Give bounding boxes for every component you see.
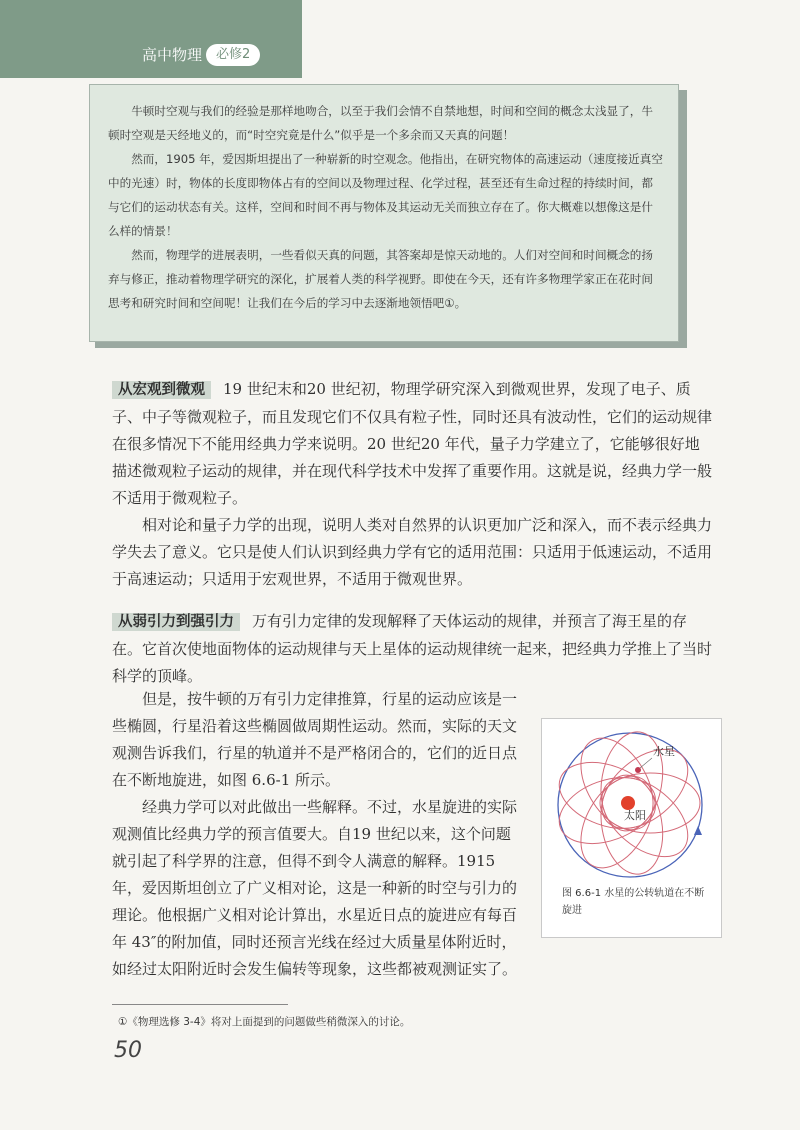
section-paragraph: 但是，按牛顿的万有引力定律推算，行星的运动应该是一些椭圆，行星沿着这些椭圆做周期性运动。然而，实际的天文观测告诉我们，行星的轨道并不是严格闭合的，它们的近日点在不断地旋进，如图 6.6-1 所示。 [112, 690, 518, 789]
section-paragraph: 经典力学可以对此做出一些解释。不过，水星旋进的实际观测值比经典力学的预言值要大。自19 世纪以来，这个问题就引起了科学界的注意，但得不到令人满意的解释。1915 年，爱因斯坦创立了广义相对论，这是一种新的时空与引力的理论。他根据广义相对论计算出，水星近日点的旋进应有每百年 43″的附加值，同时还预言光线在经过大质量星体附近时，如经过太阳附近时会发生偏转等现象，这些都被观测证实了。 [112, 798, 518, 978]
reading-box [89, 84, 679, 342]
section-text: 万有引力定律的发现解释了天体运动的规律，并预言了海王星的存在。它首次使地面物体的运动规律与天上星体的运动规律统一起来，把经典力学推上了当时科学的顶峰。 [112, 612, 713, 685]
section-weak-strong-gravity [112, 608, 712, 690]
section-paragraph [112, 376, 712, 512]
mercury-leader-line [640, 758, 652, 768]
footnote-rule [112, 1004, 288, 1005]
section-heading: 从宏观到微观 [112, 381, 211, 399]
orbit-diagram [542, 719, 723, 884]
book-title: 高中物理 [142, 46, 203, 64]
sun-label: 太阳 [624, 809, 646, 822]
reading-box-paragraph: 然而，物理学的进展表明，一些看似天真的问题，其答案却是惊天动地的。人们对空间和时间概念的扬弃与修正，推动着物理学研究的深化，扩展着人类的科学视野。即使在今天，还有许多物理学家正在花时间思考和研究时间和空间呢！让我们在今后的学习中去逐渐地领悟吧①。 [108, 248, 653, 310]
section-text: 19 世纪末和20 世纪初，物理学研究深入到微观世界，发现了电子、质子、中子等微观粒子，而且发现它们不仅具有粒子性，同时还具有波动性，它们的运动规律在很多情况下不能用经典力学来说明。20 世纪20 年代，量子力学建立了，它能够很好地描述微观粒子运动的规律，并在现代科学技术中发挥了重要作用。这就是说，经典力学一般不适用于微观粒子。 [112, 380, 713, 507]
volume-badge: 必修2 [206, 44, 260, 66]
sun-dot [621, 796, 635, 810]
footnote: ①《物理选修 3-4》将对上面提到的问题做些稍微深入的讨论。 [118, 1016, 411, 1028]
section-paragraph: 相对论和量子力学的出现，说明人类对自然界的认识更加广泛和深入，而不表示经典力学失去了意义。它只是使人们认识到经典力学有它的适用范围：只适用于低速运动，不适用于高速运动；只适用于宏观世界，不适用于微观世界。 [112, 516, 713, 588]
section-heading: 从弱引力到强引力 [112, 613, 240, 631]
section-paragraph [112, 608, 712, 690]
mercury-label: 水星 [653, 745, 675, 758]
header-tab [0, 0, 302, 78]
figure-caption: 图 6.6-1 水星的公转轨道在不断旋进 [562, 888, 705, 916]
reading-box-paragraph: 然而，1905 年，爱因斯坦提出了一种崭新的时空观念。他指出，在研究物体的高速运动（速度接近真空中的光速）时，物体的长度即物体占有的空间以及物理过程、化学过程，甚至还有生命过程的持续时间，都与它们的运动状态有关。这样，空间和时间不再与物体及其运动无关而独立存在了。你大概难以想像这是什么样的情景！ [108, 152, 663, 238]
section-continued [112, 686, 524, 983]
section-macro-micro [112, 376, 712, 593]
page-number: 50 [114, 1038, 142, 1063]
figure-mercury-orbit [541, 718, 722, 938]
reading-box-paragraph: 牛顿时空观与我们的经验是那样地吻合，以至于我们会情不自禁地想，时间和空间的概念太浅显了，牛顿时空观是天经地义的，而“时空究竟是什么”似乎是一个多余而又天真的问题！ [108, 104, 653, 142]
direction-arrow-icon [694, 826, 702, 835]
